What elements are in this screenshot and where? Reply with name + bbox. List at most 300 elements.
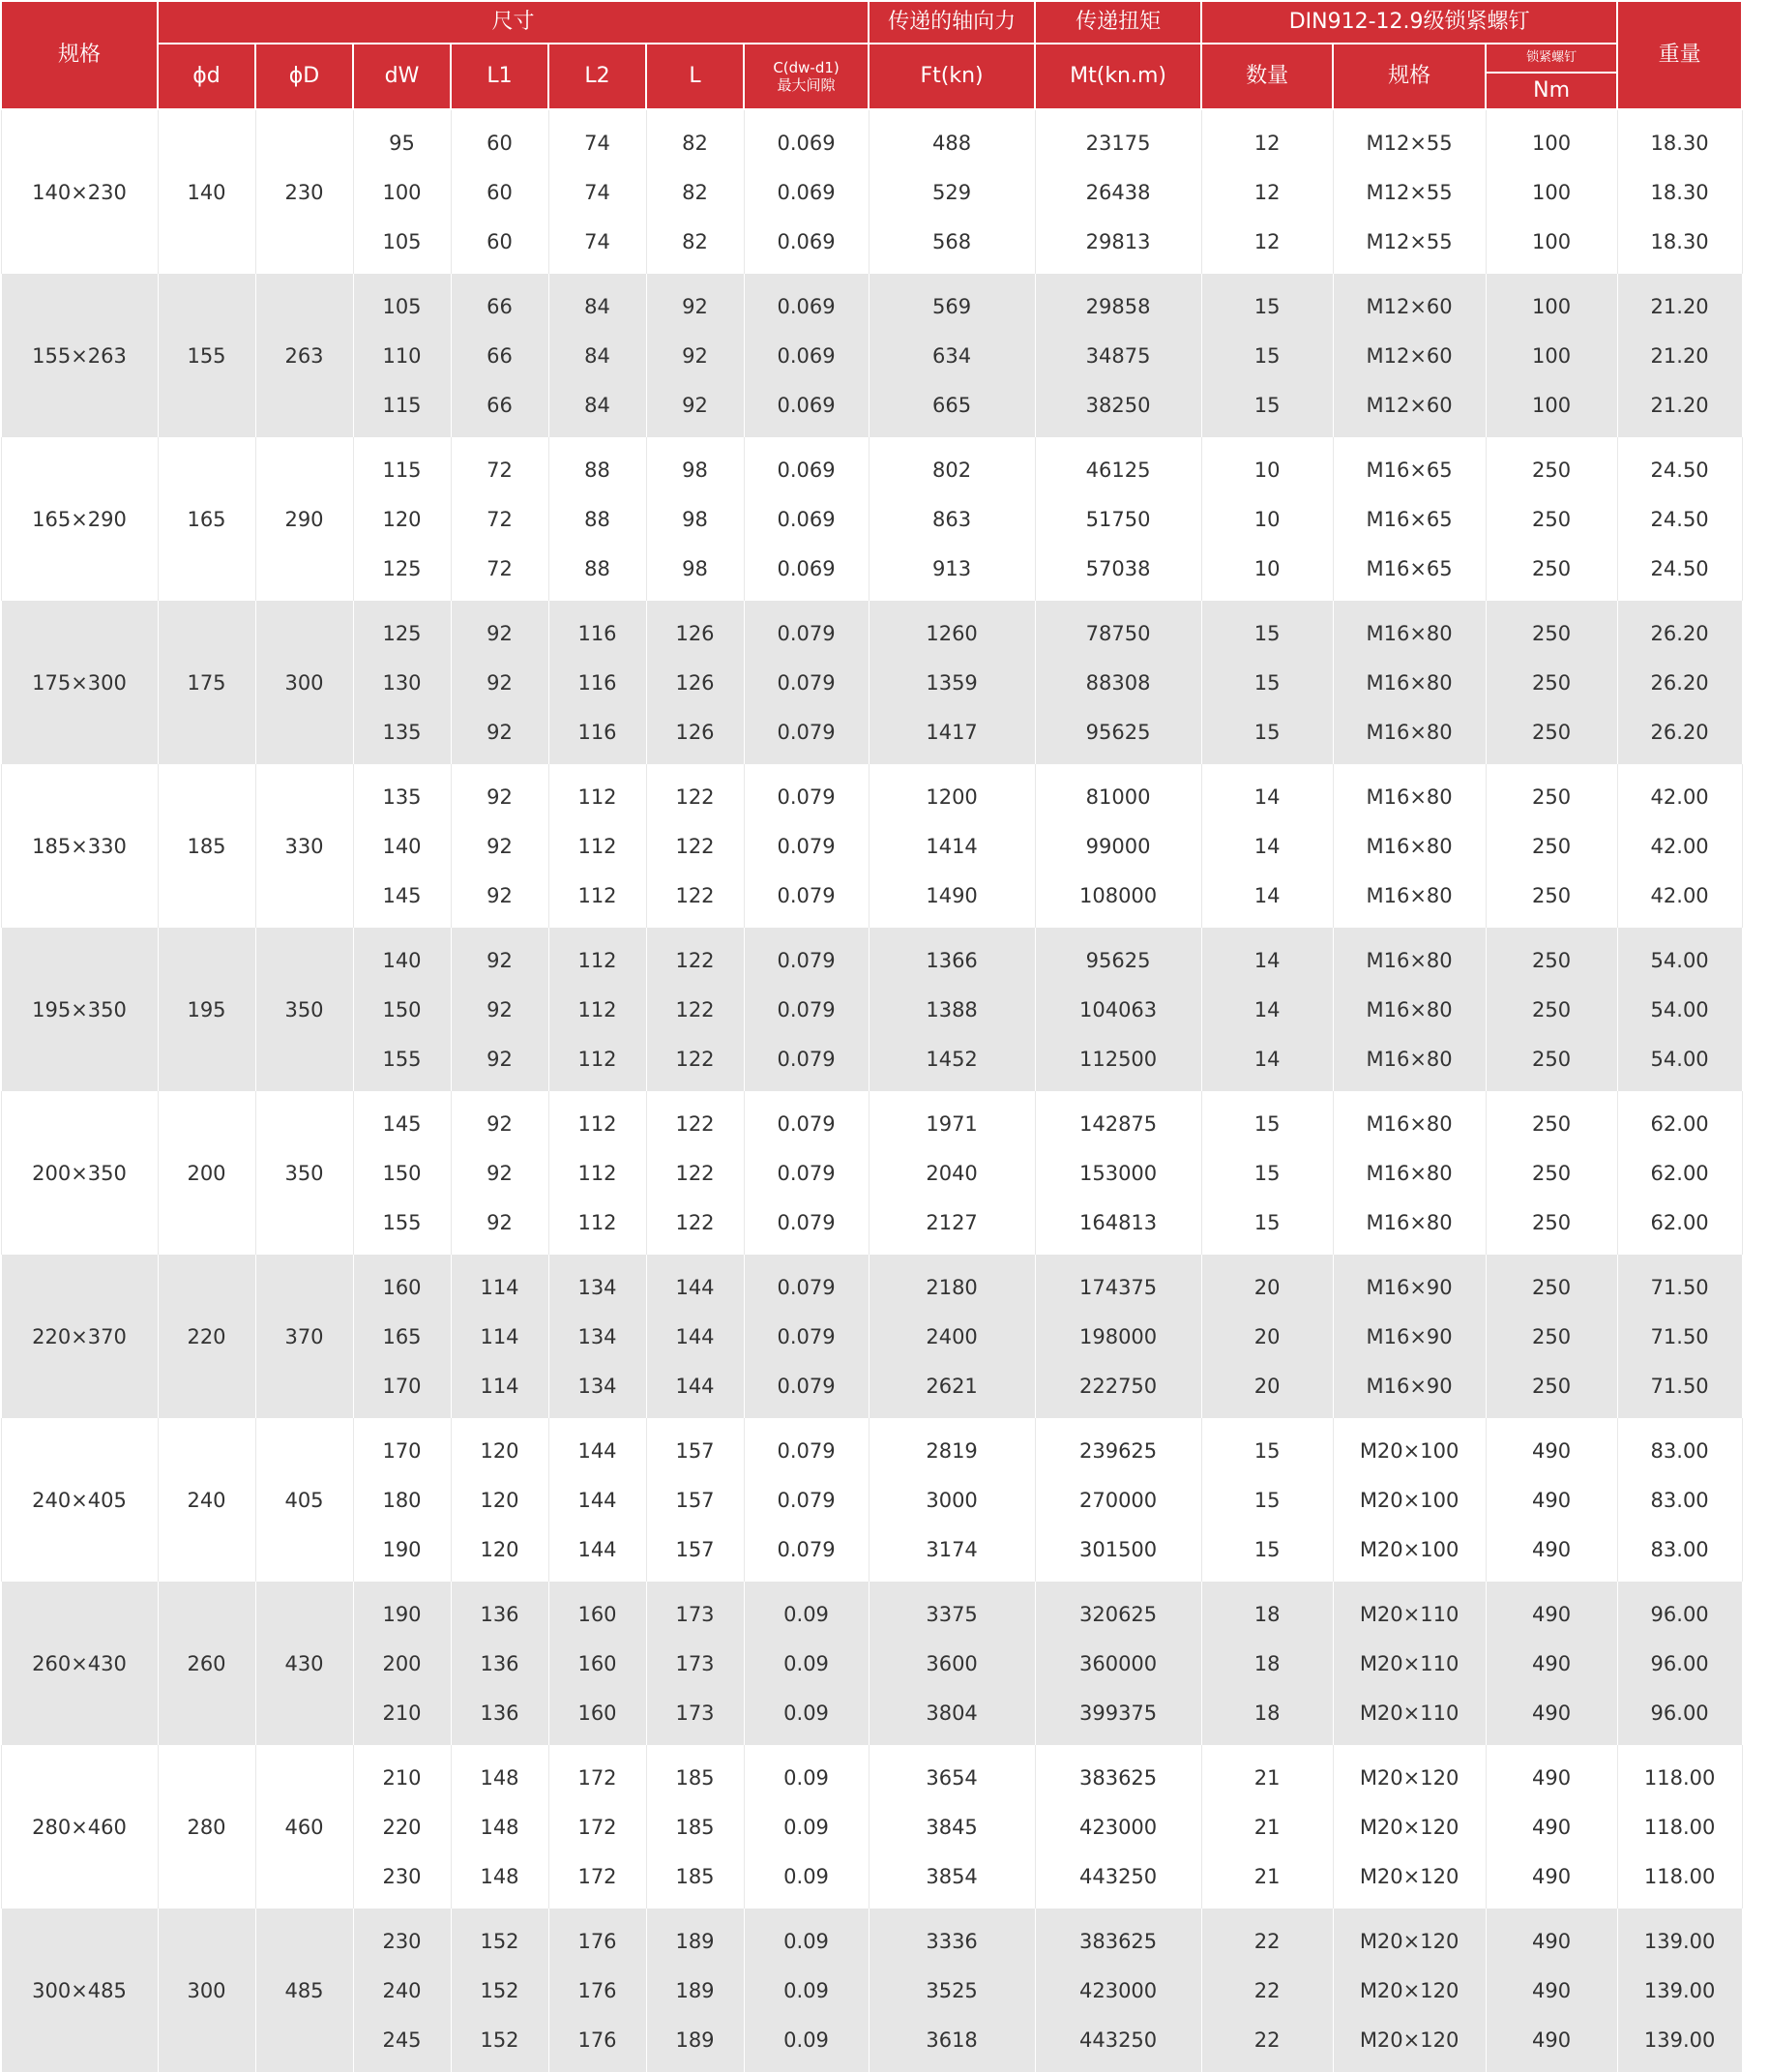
cell-l2: 160 xyxy=(548,1639,646,1688)
cell-screw-spec: M16×65 xyxy=(1333,494,1486,544)
table-row xyxy=(1,1745,1742,1802)
cell-axial-force: 3600 xyxy=(869,1639,1035,1688)
cell-axial-force: 2127 xyxy=(869,1198,1035,1255)
cell-l2: 176 xyxy=(548,1966,646,2015)
cell-dw: 220 xyxy=(353,1802,451,1851)
cell-weight: 42.00 xyxy=(1617,764,1742,821)
cell-screw-qty: 12 xyxy=(1201,109,1333,167)
cell-weight: 71.50 xyxy=(1617,1255,1742,1312)
cell-gap: 0.079 xyxy=(744,658,869,707)
cell-l1: 72 xyxy=(451,437,548,494)
cell-l2: 144 xyxy=(548,1418,646,1475)
header-screw: DIN912-12.9级锁紧螺钉 xyxy=(1201,1,1617,44)
cell-screw-qty: 21 xyxy=(1201,1851,1333,1909)
cell-l: 126 xyxy=(646,601,744,658)
cell-screw-torque: 250 xyxy=(1486,707,1617,764)
cell-screw-qty: 15 xyxy=(1201,1475,1333,1524)
cell-weight: 26.20 xyxy=(1617,707,1742,764)
table-row xyxy=(1,1091,1742,1148)
cell-screw-torque: 490 xyxy=(1486,1851,1617,1909)
cell-spec: 165×290 xyxy=(1,437,158,601)
table-row xyxy=(1,1582,1742,1639)
cell-gap: 0.069 xyxy=(744,494,869,544)
cell-screw-spec: M16×80 xyxy=(1333,658,1486,707)
cell-screw-qty: 18 xyxy=(1201,1582,1333,1639)
cell-l1: 92 xyxy=(451,658,548,707)
cell-screw-torque: 490 xyxy=(1486,1582,1617,1639)
cell-torque: 164813 xyxy=(1035,1198,1201,1255)
cell-axial-force: 1260 xyxy=(869,601,1035,658)
cell-screw-spec: M20×110 xyxy=(1333,1639,1486,1688)
cell-axial-force: 3174 xyxy=(869,1524,1035,1582)
cell-l: 122 xyxy=(646,764,744,821)
cell-screw-spec: M12×60 xyxy=(1333,380,1486,437)
cell-gap: 0.069 xyxy=(744,217,869,274)
spec-group xyxy=(1,1909,1742,2072)
cell-torque: 38250 xyxy=(1035,380,1201,437)
cell-screw-qty: 14 xyxy=(1201,821,1333,871)
cell-l1: 148 xyxy=(451,1802,548,1851)
cell-screw-qty: 10 xyxy=(1201,437,1333,494)
cell-weight: 118.00 xyxy=(1617,1745,1742,1802)
cell-l2: 176 xyxy=(548,2015,646,2072)
spec-group xyxy=(1,1582,1742,1745)
cell-l1: 92 xyxy=(451,707,548,764)
cell-dw: 125 xyxy=(353,601,451,658)
cell-l1: 152 xyxy=(451,1966,548,2015)
cell-torque: 81000 xyxy=(1035,764,1201,821)
cell-screw-spec: M16×80 xyxy=(1333,764,1486,821)
cell-torque: 383625 xyxy=(1035,1745,1201,1802)
cell-axial-force: 3525 xyxy=(869,1966,1035,2015)
cell-screw-qty: 15 xyxy=(1201,707,1333,764)
cell-l: 122 xyxy=(646,928,744,985)
cell-screw-spec: M12×60 xyxy=(1333,274,1486,331)
cell-weight: 62.00 xyxy=(1617,1091,1742,1148)
cell-l2: 88 xyxy=(548,494,646,544)
cell-dw: 115 xyxy=(353,437,451,494)
cell-axial-force: 3654 xyxy=(869,1745,1035,1802)
cell-gap: 0.09 xyxy=(744,1639,869,1688)
cell-l: 144 xyxy=(646,1361,744,1418)
table-row xyxy=(1,1909,1742,1966)
cell-weight: 42.00 xyxy=(1617,821,1742,871)
cell-weight: 139.00 xyxy=(1617,1909,1742,1966)
cell-big-d: 485 xyxy=(255,1909,353,2072)
cell-dw: 165 xyxy=(353,1312,451,1361)
cell-weight: 62.00 xyxy=(1617,1198,1742,1255)
cell-axial-force: 2819 xyxy=(869,1418,1035,1475)
cell-gap: 0.069 xyxy=(744,380,869,437)
cell-l2: 116 xyxy=(548,601,646,658)
cell-dw: 170 xyxy=(353,1418,451,1475)
cell-gap: 0.069 xyxy=(744,109,869,167)
cell-screw-torque: 250 xyxy=(1486,1312,1617,1361)
cell-axial-force: 3618 xyxy=(869,2015,1035,2072)
cell-torque: 23175 xyxy=(1035,109,1201,167)
cell-big-d: 460 xyxy=(255,1745,353,1909)
cell-big-d: 370 xyxy=(255,1255,353,1418)
cell-l1: 92 xyxy=(451,601,548,658)
cell-dw: 170 xyxy=(353,1361,451,1418)
cell-weight: 118.00 xyxy=(1617,1851,1742,1909)
cell-l: 157 xyxy=(646,1418,744,1475)
header-dw: dW xyxy=(353,44,451,109)
cell-d: 140 xyxy=(158,109,255,274)
cell-screw-torque: 250 xyxy=(1486,928,1617,985)
cell-l: 98 xyxy=(646,494,744,544)
cell-dw: 230 xyxy=(353,1909,451,1966)
cell-axial-force: 569 xyxy=(869,274,1035,331)
header-screw-tighten xyxy=(1486,44,1617,109)
cell-l: 122 xyxy=(646,1148,744,1198)
cell-torque: 153000 xyxy=(1035,1148,1201,1198)
cell-torque: 383625 xyxy=(1035,1909,1201,1966)
cell-screw-spec: M20×110 xyxy=(1333,1582,1486,1639)
cell-gap: 0.079 xyxy=(744,1312,869,1361)
cell-screw-torque: 100 xyxy=(1486,109,1617,167)
spec-group xyxy=(1,1255,1742,1418)
cell-gap: 0.069 xyxy=(744,331,869,380)
cell-gap: 0.079 xyxy=(744,707,869,764)
cell-dw: 180 xyxy=(353,1475,451,1524)
cell-screw-qty: 12 xyxy=(1201,167,1333,217)
cell-torque: 301500 xyxy=(1035,1524,1201,1582)
cell-l: 122 xyxy=(646,985,744,1034)
cell-axial-force: 863 xyxy=(869,494,1035,544)
cell-dw: 155 xyxy=(353,1198,451,1255)
cell-torque: 57038 xyxy=(1035,544,1201,601)
cell-l2: 112 xyxy=(548,1198,646,1255)
cell-screw-spec: M20×100 xyxy=(1333,1475,1486,1524)
cell-weight: 26.20 xyxy=(1617,601,1742,658)
cell-weight: 24.50 xyxy=(1617,494,1742,544)
cell-l1: 120 xyxy=(451,1418,548,1475)
cell-dw: 200 xyxy=(353,1639,451,1688)
cell-screw-spec: M16×80 xyxy=(1333,821,1486,871)
cell-axial-force: 1417 xyxy=(869,707,1035,764)
cell-screw-qty: 10 xyxy=(1201,544,1333,601)
cell-screw-spec: M16×80 xyxy=(1333,601,1486,658)
cell-gap: 0.09 xyxy=(744,2015,869,2072)
cell-torque: 78750 xyxy=(1035,601,1201,658)
cell-l2: 134 xyxy=(548,1312,646,1361)
cell-screw-qty: 18 xyxy=(1201,1639,1333,1688)
cell-d: 165 xyxy=(158,437,255,601)
cell-axial-force: 1388 xyxy=(869,985,1035,1034)
cell-axial-force: 3000 xyxy=(869,1475,1035,1524)
cell-torque: 108000 xyxy=(1035,871,1201,928)
cell-dw: 135 xyxy=(353,764,451,821)
header-axial-force-unit: Ft(kn) xyxy=(869,44,1035,109)
cell-torque: 46125 xyxy=(1035,437,1201,494)
cell-l: 82 xyxy=(646,217,744,274)
cell-gap: 0.09 xyxy=(744,1802,869,1851)
cell-l: 189 xyxy=(646,2015,744,2072)
cell-weight: 83.00 xyxy=(1617,1475,1742,1524)
cell-screw-spec: M20×100 xyxy=(1333,1524,1486,1582)
cell-axial-force: 802 xyxy=(869,437,1035,494)
cell-l2: 84 xyxy=(548,274,646,331)
cell-torque: 399375 xyxy=(1035,1688,1201,1745)
cell-screw-torque: 490 xyxy=(1486,1639,1617,1688)
cell-gap: 0.069 xyxy=(744,167,869,217)
cell-dw: 120 xyxy=(353,494,451,544)
cell-dw: 115 xyxy=(353,380,451,437)
cell-gap: 0.079 xyxy=(744,764,869,821)
table-header: 规格 尺寸 传递的轴向力 传递扭矩 DIN912-12.9级锁紧螺钉 重量 ϕd ϕD dW L1 L2 L C(dw-d1) 最大间隙 Ft(kn) Mt(kn.m) 数量 规格 锁紧螺钉 Nm kg xyxy=(1,1,1742,109)
cell-weight: 83.00 xyxy=(1617,1524,1742,1582)
header-gap: C(dw-d1) 最大间隙 xyxy=(744,44,869,109)
cell-l: 122 xyxy=(646,1198,744,1255)
cell-l: 122 xyxy=(646,871,744,928)
table-row xyxy=(1,601,1742,658)
spec-group xyxy=(1,601,1742,764)
cell-big-d: 430 xyxy=(255,1582,353,1745)
cell-screw-qty: 18 xyxy=(1201,1688,1333,1745)
cell-screw-spec: M16×80 xyxy=(1333,928,1486,985)
cell-l1: 66 xyxy=(451,380,548,437)
cell-screw-spec: M16×65 xyxy=(1333,544,1486,601)
cell-torque: 95625 xyxy=(1035,928,1201,985)
cell-l1: 120 xyxy=(451,1524,548,1582)
cell-l2: 134 xyxy=(548,1361,646,1418)
cell-weight: 24.50 xyxy=(1617,544,1742,601)
header-screw-spec: 规格 xyxy=(1333,44,1486,109)
cell-l1: 92 xyxy=(451,821,548,871)
header-screw-qty: 数量 xyxy=(1201,44,1333,109)
spec-group xyxy=(1,437,1742,601)
cell-torque: 423000 xyxy=(1035,1966,1201,2015)
cell-screw-qty: 20 xyxy=(1201,1255,1333,1312)
cell-l: 92 xyxy=(646,274,744,331)
header-screw-tighten-unit: Nm xyxy=(1533,78,1571,103)
cell-gap: 0.079 xyxy=(744,1418,869,1475)
cell-axial-force: 913 xyxy=(869,544,1035,601)
spec-group xyxy=(1,274,1742,437)
cell-l: 126 xyxy=(646,658,744,707)
cell-l: 157 xyxy=(646,1524,744,1582)
cell-l1: 60 xyxy=(451,217,548,274)
cell-screw-torque: 250 xyxy=(1486,1198,1617,1255)
cell-dw: 95 xyxy=(353,109,451,167)
cell-big-d: 350 xyxy=(255,1091,353,1255)
cell-weight: 96.00 xyxy=(1617,1688,1742,1745)
cell-l1: 148 xyxy=(451,1745,548,1802)
header-spec: 规格 xyxy=(1,1,158,109)
cell-torque: 88308 xyxy=(1035,658,1201,707)
cell-torque: 198000 xyxy=(1035,1312,1201,1361)
cell-screw-torque: 100 xyxy=(1486,380,1617,437)
cell-l: 144 xyxy=(646,1312,744,1361)
cell-d: 175 xyxy=(158,601,255,764)
cell-torque: 222750 xyxy=(1035,1361,1201,1418)
spec-group xyxy=(1,764,1742,928)
cell-screw-torque: 250 xyxy=(1486,544,1617,601)
cell-dw: 135 xyxy=(353,707,451,764)
cell-screw-qty: 22 xyxy=(1201,1966,1333,2015)
cell-l: 82 xyxy=(646,109,744,167)
cell-l2: 160 xyxy=(548,1582,646,1639)
cell-dw: 210 xyxy=(353,1688,451,1745)
cell-weight: 54.00 xyxy=(1617,1034,1742,1091)
header-l2: L2 xyxy=(548,44,646,109)
cell-d: 155 xyxy=(158,274,255,437)
cell-l1: 60 xyxy=(451,109,548,167)
cell-dw: 145 xyxy=(353,1091,451,1148)
cell-screw-spec: M16×90 xyxy=(1333,1312,1486,1361)
cell-dw: 105 xyxy=(353,217,451,274)
cell-l2: 112 xyxy=(548,1091,646,1148)
cell-axial-force: 3845 xyxy=(869,1802,1035,1851)
cell-screw-qty: 15 xyxy=(1201,1524,1333,1582)
cell-dw: 190 xyxy=(353,1582,451,1639)
cell-screw-torque: 250 xyxy=(1486,1255,1617,1312)
cell-l2: 112 xyxy=(548,928,646,985)
cell-torque: 104063 xyxy=(1035,985,1201,1034)
cell-l1: 72 xyxy=(451,494,548,544)
cell-spec: 140×230 xyxy=(1,109,158,274)
cell-l: 122 xyxy=(646,821,744,871)
cell-spec: 280×460 xyxy=(1,1745,158,1909)
cell-screw-torque: 100 xyxy=(1486,217,1617,274)
cell-torque: 51750 xyxy=(1035,494,1201,544)
cell-l: 82 xyxy=(646,167,744,217)
cell-l2: 88 xyxy=(548,437,646,494)
cell-gap: 0.079 xyxy=(744,601,869,658)
cell-screw-spec: M20×120 xyxy=(1333,1966,1486,2015)
cell-screw-torque: 490 xyxy=(1486,1802,1617,1851)
cell-weight: 62.00 xyxy=(1617,1148,1742,1198)
cell-axial-force: 2621 xyxy=(869,1361,1035,1418)
cell-axial-force: 1490 xyxy=(869,871,1035,928)
cell-dw: 110 xyxy=(353,331,451,380)
cell-screw-qty: 15 xyxy=(1201,1148,1333,1198)
cell-screw-qty: 22 xyxy=(1201,2015,1333,2072)
cell-l2: 74 xyxy=(548,109,646,167)
cell-screw-torque: 250 xyxy=(1486,821,1617,871)
cell-l1: 92 xyxy=(451,1034,548,1091)
cell-screw-qty: 15 xyxy=(1201,380,1333,437)
cell-d: 300 xyxy=(158,1909,255,2072)
cell-big-d: 330 xyxy=(255,764,353,928)
cell-screw-qty: 14 xyxy=(1201,928,1333,985)
cell-l2: 74 xyxy=(548,167,646,217)
spec-group xyxy=(1,928,1742,1091)
cell-l: 122 xyxy=(646,1034,744,1091)
cell-weight: 21.20 xyxy=(1617,380,1742,437)
header-dimensions: 尺寸 xyxy=(158,1,869,44)
cell-gap: 0.079 xyxy=(744,1148,869,1198)
cell-weight: 21.20 xyxy=(1617,274,1742,331)
cell-screw-qty: 14 xyxy=(1201,871,1333,928)
cell-torque: 29813 xyxy=(1035,217,1201,274)
cell-torque: 320625 xyxy=(1035,1582,1201,1639)
cell-l2: 172 xyxy=(548,1851,646,1909)
cell-l2: 112 xyxy=(548,1148,646,1198)
cell-d: 240 xyxy=(158,1418,255,1582)
cell-screw-qty: 12 xyxy=(1201,217,1333,274)
cell-l: 144 xyxy=(646,1255,744,1312)
cell-l2: 116 xyxy=(548,707,646,764)
cell-dw: 150 xyxy=(353,985,451,1034)
cell-l1: 114 xyxy=(451,1312,548,1361)
cell-l: 92 xyxy=(646,380,744,437)
cell-weight: 118.00 xyxy=(1617,1802,1742,1851)
cell-spec: 175×300 xyxy=(1,601,158,764)
table-row xyxy=(1,764,1742,821)
cell-l1: 136 xyxy=(451,1582,548,1639)
cell-screw-torque: 100 xyxy=(1486,274,1617,331)
cell-axial-force: 3375 xyxy=(869,1582,1035,1639)
cell-l2: 134 xyxy=(548,1255,646,1312)
cell-l: 126 xyxy=(646,707,744,764)
cell-axial-force: 529 xyxy=(869,167,1035,217)
cell-gap: 0.069 xyxy=(744,437,869,494)
cell-axial-force: 2180 xyxy=(869,1255,1035,1312)
cell-torque: 99000 xyxy=(1035,821,1201,871)
cell-screw-qty: 15 xyxy=(1201,1198,1333,1255)
cell-l: 189 xyxy=(646,1909,744,1966)
cell-weight: 71.50 xyxy=(1617,1312,1742,1361)
cell-l: 185 xyxy=(646,1745,744,1802)
cell-gap: 0.079 xyxy=(744,1198,869,1255)
header-l1: L1 xyxy=(451,44,548,109)
cell-torque: 95625 xyxy=(1035,707,1201,764)
cell-screw-torque: 490 xyxy=(1486,1966,1617,2015)
cell-l2: 84 xyxy=(548,331,646,380)
cell-l1: 92 xyxy=(451,1091,548,1148)
cell-gap: 0.09 xyxy=(744,1688,869,1745)
cell-dw: 240 xyxy=(353,1966,451,2015)
cell-axial-force: 1971 xyxy=(869,1091,1035,1148)
cell-l2: 172 xyxy=(548,1802,646,1851)
cell-gap: 0.079 xyxy=(744,1091,869,1148)
cell-l1: 120 xyxy=(451,1475,548,1524)
cell-d: 280 xyxy=(158,1745,255,1909)
cell-dw: 190 xyxy=(353,1524,451,1582)
cell-l1: 114 xyxy=(451,1361,548,1418)
cell-screw-spec: M16×80 xyxy=(1333,1091,1486,1148)
cell-screw-spec: M16×80 xyxy=(1333,707,1486,764)
cell-gap: 0.079 xyxy=(744,871,869,928)
cell-gap: 0.09 xyxy=(744,1909,869,1966)
cell-screw-spec: M20×120 xyxy=(1333,1745,1486,1802)
cell-l1: 114 xyxy=(451,1255,548,1312)
cell-torque: 26438 xyxy=(1035,167,1201,217)
cell-gap: 0.09 xyxy=(744,1966,869,2015)
cell-torque: 443250 xyxy=(1035,2015,1201,2072)
cell-axial-force: 1414 xyxy=(869,821,1035,871)
cell-torque: 270000 xyxy=(1035,1475,1201,1524)
cell-big-d: 230 xyxy=(255,109,353,274)
cell-big-d: 300 xyxy=(255,601,353,764)
cell-torque: 29858 xyxy=(1035,274,1201,331)
cell-screw-torque: 250 xyxy=(1486,601,1617,658)
cell-l1: 92 xyxy=(451,1198,548,1255)
cell-d: 195 xyxy=(158,928,255,1091)
cell-torque: 112500 xyxy=(1035,1034,1201,1091)
cell-spec: 260×430 xyxy=(1,1582,158,1745)
cell-l1: 66 xyxy=(451,331,548,380)
cell-weight: 139.00 xyxy=(1617,2015,1742,2072)
spec-group xyxy=(1,1745,1742,1909)
cell-screw-spec: M16×80 xyxy=(1333,985,1486,1034)
cell-l1: 148 xyxy=(451,1851,548,1909)
cell-spec: 300×485 xyxy=(1,1909,158,2072)
cell-gap: 0.079 xyxy=(744,1524,869,1582)
cell-axial-force: 3854 xyxy=(869,1851,1035,1909)
